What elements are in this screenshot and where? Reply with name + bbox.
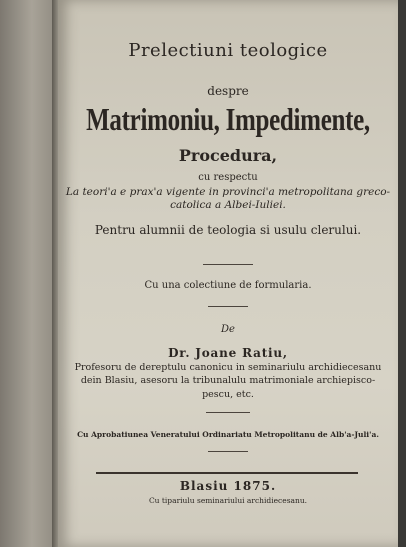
printer-text: Cu tipariulu seminariului archidiecesanu. xyxy=(148,496,308,505)
by-text: De xyxy=(221,324,235,335)
author-name: Dr. Joane Ratiu, xyxy=(168,346,288,360)
previous-page xyxy=(0,0,58,547)
cu-respectu-text: cu respectu xyxy=(198,172,258,183)
description-line-2: catolica a Albei-Iuliei. xyxy=(170,199,286,211)
author-description-line-2: dein Blasiu, asesoru la tribunalulu matrimoniale archiepisco- xyxy=(80,375,376,386)
divider-4 xyxy=(208,451,248,452)
page-title: Prelectiuni teologice xyxy=(128,40,328,61)
imprint-place-year: Blasiu 1875. xyxy=(179,479,277,493)
divider-2 xyxy=(208,306,248,307)
title-page xyxy=(58,0,398,547)
approbation-text: Cu Aprobatiunea Veneratului Ordinariatu Metropolitanu de Alb'a-Juli'a. xyxy=(77,430,379,439)
despre-text: despre xyxy=(207,84,249,98)
divider-1 xyxy=(203,264,253,265)
description-line-1: La teori'a e prax'a vigente in provinci'a metropolitana greco- xyxy=(65,186,391,198)
imprint-rule-top xyxy=(96,472,358,474)
audience-text: Pentru alumnii de teologia si usulu clerului. xyxy=(94,223,362,237)
main-title: Matrimoniu, Impedimente, xyxy=(86,103,370,138)
subtitle: Procedura, xyxy=(178,146,278,165)
author-description-line-3: pescu, etc. xyxy=(202,389,254,400)
author-description-line-1: Profesoru de dereptulu canonicu in seminariulu archidiecesanu xyxy=(74,362,382,373)
background-strip xyxy=(398,0,406,547)
divider-3 xyxy=(206,412,250,413)
formulary-text: Cu una colectiune de formularia. xyxy=(144,280,312,291)
